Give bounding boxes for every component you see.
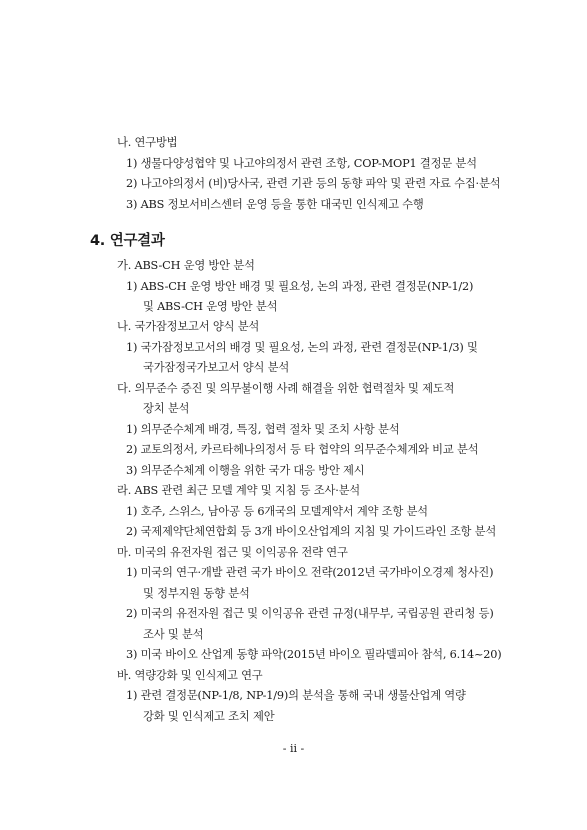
results-na-item-1-line-1: 1) 국가잠정보고서의 배경 및 필요성, 논의 과정, 관련 결정문(NP-1/3) 및 [126, 341, 478, 354]
method-item-1: 1) 생물다양성협약 및 나고야의정서 관련 조항, COP-MOP1 결정문 분석 [126, 157, 477, 170]
results-ba-item-1-line-1: 1) 관련 결정문(NP-1/8, NP-1/9)의 분석을 통해 국내 생물산업계 역량 [126, 689, 466, 702]
results-ra-heading: 라. ABS 관련 최근 모델 계약 및 지침 등 조사·분석 [117, 484, 361, 497]
results-ga-item-1-line-2: 및 ABS-CH 운영 방안 분석 [143, 300, 278, 313]
results-ma-item-2-line-1: 2) 미국의 유전자원 접근 및 이익공유 관련 규정(내무부, 국립공원 관리청 등) [126, 607, 494, 620]
method-item-3: 3) ABS 정보서비스센터 운영 등을 통한 대국민 인식제고 수행 [126, 198, 424, 211]
method-heading: 나. 연구방법 [117, 136, 178, 149]
results-da-heading-line-1: 다. 의무준수 증진 및 의무불이행 사례 해결을 위한 협력절차 및 제도적 [117, 382, 455, 395]
results-heading: 4. 연구결과 [90, 233, 165, 249]
results-da-heading-line-2: 장치 분석 [143, 402, 190, 415]
results-ra-item-2: 2) 국제제약단체연합회 등 3개 바이오산업계의 지침 및 가이드라인 조항 분석 [126, 525, 497, 538]
results-da-item-2: 2) 교토의정서, 카르타헤나의정서 등 타 협약의 의무준수체계와 비교 분석 [126, 443, 479, 456]
method-item-2: 2) 나고야의정서 (비)당사국, 관련 기관 등의 동향 파악 및 관련 자료 수집·분석 [126, 177, 501, 190]
results-na-item-1-line-2: 국가잠정국가보고서 양식 분석 [143, 361, 290, 374]
results-ma-item-3: 3) 미국 바이오 산업계 동향 파악(2015년 바이오 필라델피아 참석, 6.14~20) [126, 648, 502, 661]
results-ma-item-1-line-2: 및 정부지원 동향 분석 [143, 587, 250, 600]
results-ma-item-2-line-2: 조사 및 분석 [143, 628, 204, 641]
results-ga-item-1-line-1: 1) ABS-CH 운영 방안 배경 및 필요성, 논의 과정, 관련 결정문(NP-1/2) [126, 280, 474, 293]
results-da-item-3: 3) 의무준수체계 이행을 위한 국가 대응 방안 제시 [126, 464, 365, 477]
page-number: - ii - [282, 742, 305, 755]
results-ba-heading: 바. 역량강화 및 인식제고 연구 [117, 669, 263, 682]
results-ma-heading: 마. 미국의 유전자원 접근 및 이익공유 전략 연구 [117, 546, 348, 559]
results-ba-item-1-line-2: 강화 및 인식제고 조치 제안 [143, 710, 275, 723]
results-ma-item-1-line-1: 1) 미국의 연구·개발 관련 국가 바이오 전략(2012년 국가바이오경제 청사진) [126, 566, 494, 579]
results-na-heading: 나. 국가잠정보고서 양식 분석 [117, 320, 260, 333]
results-ra-item-1: 1) 호주, 스위스, 남아공 등 6개국의 모델계약서 계약 조항 분석 [126, 505, 428, 518]
results-da-item-1: 1) 의무준수체계 배경, 특징, 협력 절차 및 조치 사항 분석 [126, 423, 400, 436]
results-ga-heading: 가. ABS-CH 운영 방안 분석 [117, 259, 255, 272]
